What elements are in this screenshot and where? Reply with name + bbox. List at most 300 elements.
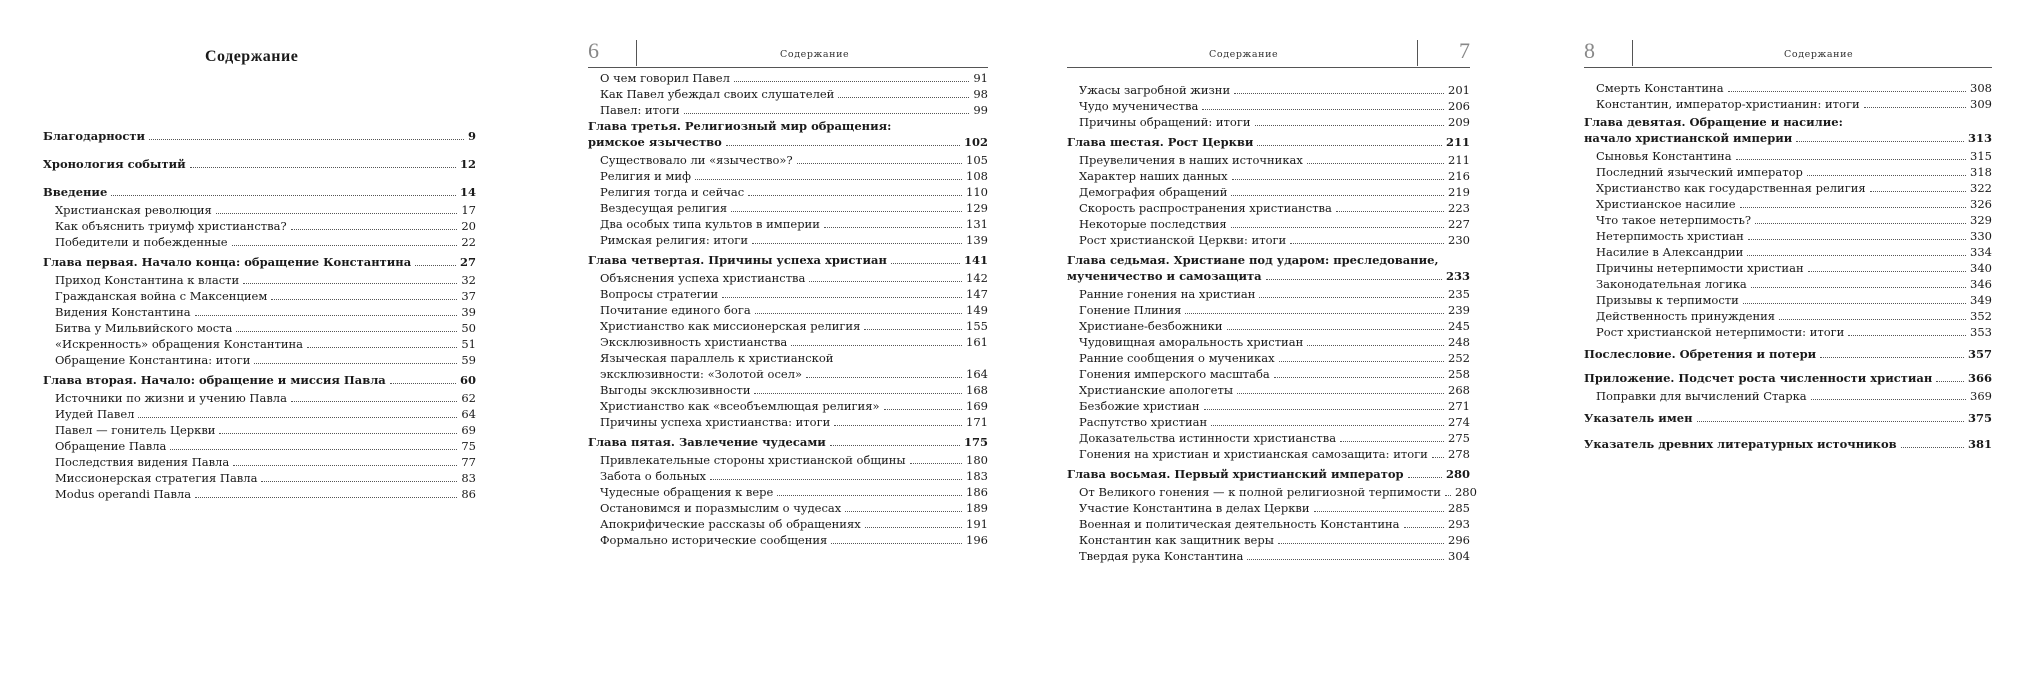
toc-section-entry xyxy=(588,168,988,184)
toc-section-entry xyxy=(1067,446,1470,462)
toc-page-number: 239 xyxy=(1448,303,1470,317)
toc-section-entry xyxy=(1067,430,1470,446)
toc-section-entry xyxy=(1067,98,1470,114)
dot-leader xyxy=(1811,399,1966,400)
dot-leader xyxy=(1278,543,1444,544)
dot-leader xyxy=(1211,425,1444,426)
toc-entry-title: Доказательства истинности христианства xyxy=(1079,431,1337,445)
toc-entry-title: Рост христианской Церкви: итоги xyxy=(1079,233,1287,247)
toc-chapter-entry xyxy=(1584,410,1992,426)
dot-leader xyxy=(1237,393,1444,394)
dot-leader xyxy=(1255,125,1445,126)
toc-entry-title: Эксклюзивность христианства xyxy=(600,335,788,349)
toc-section-entry xyxy=(588,302,988,318)
toc-entry-title: Чудо мученичества xyxy=(1079,99,1199,113)
dot-leader xyxy=(1185,313,1444,314)
dot-leader xyxy=(777,495,962,496)
toc-page-number: 223 xyxy=(1448,201,1470,215)
toc-entry-title: Вопросы стратегии xyxy=(600,287,719,301)
toc-entry-title-line: Языческая параллель к христианской xyxy=(600,351,834,365)
toc-page-number: 168 xyxy=(966,383,988,397)
toc-entry-title: римское язычество xyxy=(588,135,722,149)
toc-page-number: 77 xyxy=(461,455,476,469)
toc-section-entry xyxy=(43,470,476,486)
toc-entry-title: Константин как защитник веры xyxy=(1079,533,1274,547)
toc-page-number: 86 xyxy=(461,487,476,501)
toc-section-entry xyxy=(43,218,476,234)
toc-page-number: 248 xyxy=(1448,335,1470,349)
toc-page-number: 51 xyxy=(461,337,476,351)
toc-entry-title: Чудовищная аморальность христиан xyxy=(1079,335,1304,349)
toc-section-entry xyxy=(588,270,988,286)
dot-leader xyxy=(1743,303,1966,304)
dot-leader xyxy=(1274,377,1444,378)
toc-entry-title: Источники по жизни и учению Павла xyxy=(55,391,287,405)
dot-leader xyxy=(254,363,457,364)
toc-entry-title: Глава первая. Начало конца: обращение Константина xyxy=(43,255,412,269)
toc-section-entry xyxy=(1067,114,1470,130)
toc-section-entry xyxy=(1067,548,1470,564)
dot-leader xyxy=(1257,145,1442,146)
toc-title: Содержание xyxy=(205,48,299,65)
running-header-title: Содержание xyxy=(780,49,850,60)
toc-section-entry xyxy=(43,422,476,438)
dot-leader xyxy=(864,329,962,330)
toc-page-number: 139 xyxy=(966,233,988,247)
toc-page-number: 216 xyxy=(1448,169,1470,183)
toc-page-number: 369 xyxy=(1970,389,1992,403)
toc-page-number: 147 xyxy=(966,287,988,301)
toc-chapter-entry xyxy=(588,118,988,150)
toc-entry-title: Как объяснить триумф христианства? xyxy=(55,219,287,233)
toc-page-number: 315 xyxy=(1970,149,1992,163)
toc-page-number: 75 xyxy=(461,439,476,453)
toc-page-number: 318 xyxy=(1970,165,1992,179)
dot-leader xyxy=(1808,271,1966,272)
dot-leader xyxy=(824,227,962,228)
toc-entry-title: Распутство христиан xyxy=(1079,415,1208,429)
toc-page-number: 196 xyxy=(966,533,988,547)
toc-section-entry xyxy=(1067,82,1470,98)
toc-section-entry xyxy=(43,406,476,422)
toc-section-entry xyxy=(43,438,476,454)
toc-entry-title: Обращение Павла xyxy=(55,439,167,453)
toc-chapter-entry xyxy=(43,156,476,172)
dot-leader xyxy=(1751,287,1966,288)
running-header-title: Содержание xyxy=(1784,49,1854,60)
dot-leader xyxy=(1736,159,1967,160)
toc-page-number: 141 xyxy=(963,253,988,267)
toc-section-entry xyxy=(1067,500,1470,516)
toc-page-number: 37 xyxy=(461,289,476,303)
toc-section-entry xyxy=(43,304,476,320)
toc-section-entry xyxy=(588,500,988,516)
header-divider xyxy=(636,40,637,66)
toc-entry-title: Гонение Плиния xyxy=(1079,303,1182,317)
toc-page-number: 211 xyxy=(1448,153,1470,167)
dot-leader xyxy=(1232,179,1444,180)
toc-chapter-entry xyxy=(1584,346,1992,362)
toc-entry-title: Призывы к терпимости xyxy=(1596,293,1739,307)
toc-page-number: 346 xyxy=(1970,277,1992,291)
toc-page-number: 201 xyxy=(1448,83,1470,97)
toc-section-entry xyxy=(1584,180,1992,196)
toc-page-number: 285 xyxy=(1448,501,1470,515)
toc-section-entry xyxy=(1067,216,1470,232)
page-number: 7 xyxy=(1459,38,1470,63)
toc-page-number: 271 xyxy=(1448,399,1470,413)
dot-leader xyxy=(261,481,457,482)
dot-leader xyxy=(1747,255,1966,256)
running-header xyxy=(588,38,988,68)
header-rule xyxy=(588,67,988,68)
dot-leader xyxy=(219,433,457,434)
toc-entry-title-line: Глава седьмая. Христиане под ударом: преследование, xyxy=(1067,253,1439,267)
dot-leader xyxy=(754,393,962,394)
toc-entry-title: Законодательная логика xyxy=(1596,277,1747,291)
toc-chapter-entry xyxy=(588,434,988,450)
toc-entry-title: Ранние сообщения о мучениках xyxy=(1079,351,1275,365)
toc-page-number: 293 xyxy=(1448,517,1470,531)
dot-leader xyxy=(307,347,457,348)
toc-page-number: 108 xyxy=(966,169,988,183)
dot-leader xyxy=(1408,477,1442,478)
toc-section-entry xyxy=(1584,244,1992,260)
dot-leader xyxy=(830,445,960,446)
toc-page-number: 366 xyxy=(1967,371,1992,385)
toc-entry-title: Смерть Константина xyxy=(1596,81,1724,95)
toc-entry-title: Ранние гонения на христиан xyxy=(1079,287,1256,301)
toc-section-entry xyxy=(1584,292,1992,308)
toc-entry-title: Христианство как государственная религия xyxy=(1596,181,1866,195)
page-number: 6 xyxy=(588,38,599,63)
toc-page-number: 171 xyxy=(966,415,988,429)
toc-section-entry xyxy=(1067,232,1470,248)
running-header-title: Содержание xyxy=(1209,49,1279,60)
toc-entry-title: Христианская революция xyxy=(55,203,212,217)
toc-page-number: 280 xyxy=(1445,467,1470,481)
toc-entry-title: Вездесущая религия xyxy=(600,201,728,215)
toc-section-entry xyxy=(1067,184,1470,200)
toc-entry-title: Выгоды эксклюзивности xyxy=(600,383,751,397)
toc-page-number: 353 xyxy=(1970,325,1992,339)
toc-section-entry xyxy=(1584,308,1992,324)
toc-section-entry xyxy=(43,272,476,288)
toc-page-number: 296 xyxy=(1448,533,1470,547)
toc-chapter-entry xyxy=(1067,466,1470,482)
dot-leader xyxy=(1740,207,1966,208)
toc-page-number: 59 xyxy=(461,353,476,367)
toc-section-entry xyxy=(1067,484,1477,500)
toc-section-entry xyxy=(1067,350,1470,366)
toc-section-entry xyxy=(1067,318,1470,334)
toc-section-entry xyxy=(1584,148,1992,164)
toc-section-entry xyxy=(43,454,476,470)
dot-leader xyxy=(1202,109,1444,110)
toc-entry-title: Почитание единого бога xyxy=(600,303,751,317)
header-rule xyxy=(1067,67,1470,68)
toc-section-entry xyxy=(43,202,476,218)
toc-section-entry xyxy=(1067,398,1470,414)
toc-entry-title: Формально исторические сообщения xyxy=(600,533,828,547)
dot-leader xyxy=(755,313,962,314)
toc-section-entry xyxy=(43,320,476,336)
toc-chapter-entry xyxy=(1584,370,1992,386)
toc-entry-title: Римская религия: итоги xyxy=(600,233,748,247)
dot-leader xyxy=(149,139,464,140)
toc-section-entry xyxy=(588,484,988,500)
dot-leader xyxy=(190,167,456,168)
dot-leader xyxy=(834,425,962,426)
toc-entry-title: О чем говорил Павел xyxy=(600,71,730,85)
toc-section-entry xyxy=(1067,382,1470,398)
toc-entry-title: Твердая рука Константина xyxy=(1079,549,1244,563)
toc-entry-title: «Искренность» обращения Константина xyxy=(55,337,304,351)
toc-section-entry xyxy=(43,288,476,304)
dot-leader xyxy=(111,195,456,196)
toc-entry-title: эксклюзивности: «Золотой осел» xyxy=(600,367,803,381)
toc-entry-title: Последствия видения Павла xyxy=(55,455,230,469)
toc-page-number: 309 xyxy=(1970,97,1992,111)
toc-section-entry xyxy=(1584,228,1992,244)
toc-page-number: 50 xyxy=(461,321,476,335)
dot-leader xyxy=(1231,195,1444,196)
toc-page-number: 326 xyxy=(1970,197,1992,211)
toc-page-number: 230 xyxy=(1448,233,1470,247)
toc-entry-title: Демография обращений xyxy=(1079,185,1228,199)
toc-page-number: 330 xyxy=(1970,229,1992,243)
toc-entry-title: Приложение. Подсчет роста численности христиан xyxy=(1584,371,1933,385)
toc-section-entry xyxy=(1584,324,1992,340)
toc-entry-title: Религия тогда и сейчас xyxy=(600,185,745,199)
dot-leader xyxy=(806,377,962,378)
toc-entry-title: Глава восьмая. Первый христианский император xyxy=(1067,467,1404,481)
toc-section-entry xyxy=(1067,286,1470,302)
dot-leader xyxy=(1336,211,1444,212)
toc-entry-title: Христианское насилие xyxy=(1596,197,1736,211)
toc-entry-title: Военная и политическая деятельность Константина xyxy=(1079,517,1400,531)
toc-entry-title: Безбожие христиан xyxy=(1079,399,1200,413)
toc-entry-title: Христианские апологеты xyxy=(1079,383,1233,397)
toc-entry-title: Последний языческий император xyxy=(1596,165,1803,179)
toc-section-entry xyxy=(588,70,988,86)
toc-page-number: 180 xyxy=(966,453,988,467)
dot-leader xyxy=(891,263,960,264)
toc-page-number: 20 xyxy=(461,219,476,233)
toc-entry-title: Существовало ли «язычество»? xyxy=(600,153,793,167)
toc-page-number: 274 xyxy=(1448,415,1470,429)
dot-leader xyxy=(1307,345,1444,346)
dot-leader xyxy=(1204,409,1444,410)
toc-section-entry xyxy=(588,398,988,414)
toc-section-entry xyxy=(1584,276,1992,292)
toc-chapter-entry xyxy=(43,184,476,200)
dot-leader xyxy=(236,331,457,332)
toc-entry-title: Причины нетерпимости христиан xyxy=(1596,261,1804,275)
toc-page-number: 189 xyxy=(966,501,988,515)
toc-page-number: 131 xyxy=(966,217,988,231)
dot-leader xyxy=(748,195,962,196)
toc-page-number: 275 xyxy=(1448,431,1470,445)
toc-page-number: 14 xyxy=(459,185,476,199)
toc-section-entry xyxy=(588,350,988,382)
toc-entry-title: Гражданская война с Максенцием xyxy=(55,289,268,303)
toc-page-number: 27 xyxy=(459,255,476,269)
dot-leader xyxy=(232,245,458,246)
toc-entry-title: Некоторые последствия xyxy=(1079,217,1227,231)
toc-entry-title: Христианство как миссионерская религия xyxy=(600,319,861,333)
toc-entry-title: Павел — гонитель Церкви xyxy=(55,423,216,437)
toc-entry-title: Хронология событий xyxy=(43,157,186,171)
toc-section-entry xyxy=(588,102,988,118)
toc-entry-title: мученичество и самозащита xyxy=(1067,269,1262,283)
toc-entry-title: Видения Константина xyxy=(55,305,191,319)
toc-page-number: 245 xyxy=(1448,319,1470,333)
toc-page-number: 105 xyxy=(966,153,988,167)
dot-leader xyxy=(1290,243,1444,244)
toc-entry-title: Послесловие. Обретения и потери xyxy=(1584,347,1817,361)
dot-leader xyxy=(1279,361,1444,362)
toc-page-4 xyxy=(1584,0,1992,700)
toc-page-number: 211 xyxy=(1445,135,1470,149)
toc-page-number: 191 xyxy=(966,517,988,531)
toc-entry-title: Христиане-безбожники xyxy=(1079,319,1223,333)
dot-leader xyxy=(831,543,962,544)
toc-entry-title: Гонения на христиан и христианская самозащита: итоги xyxy=(1079,447,1428,461)
toc-entry-title: Иудей Павел xyxy=(55,407,135,421)
header-rule xyxy=(1584,67,1992,68)
toc-entry-title: Глава вторая. Начало: обращение и миссия Павла xyxy=(43,373,386,387)
toc-page-number: 304 xyxy=(1448,549,1470,563)
toc-entry-title: Два особых типа культов в империи xyxy=(600,217,820,231)
toc-page-number: 62 xyxy=(461,391,476,405)
toc-page-number: 22 xyxy=(461,235,476,249)
toc-section-entry xyxy=(588,468,988,484)
toc-entry-title: Победители и побежденные xyxy=(55,235,228,249)
toc-section-entry xyxy=(588,382,988,398)
toc-page-1 xyxy=(43,0,476,700)
toc-section-entry xyxy=(1067,168,1470,184)
dot-leader xyxy=(695,179,962,180)
toc-page-number: 161 xyxy=(966,335,988,349)
toc-chapter-entry xyxy=(1067,252,1470,284)
dot-leader xyxy=(865,527,962,528)
toc-entry-title: Глава пятая. Завлечение чудесами xyxy=(588,435,826,449)
dot-leader xyxy=(1796,141,1964,142)
toc-section-entry xyxy=(588,286,988,302)
toc-section-entry xyxy=(588,414,988,430)
dot-leader xyxy=(1807,175,1966,176)
dot-leader xyxy=(1820,357,1964,358)
dot-leader xyxy=(243,283,457,284)
dot-leader xyxy=(845,511,962,512)
dot-leader xyxy=(1864,107,1966,108)
dot-leader xyxy=(684,113,970,114)
toc-section-entry xyxy=(1067,200,1470,216)
dot-leader xyxy=(195,315,458,316)
toc-page-number: 381 xyxy=(1967,437,1992,451)
toc-section-entry xyxy=(588,200,988,216)
dot-leader xyxy=(1445,495,1451,496)
toc-section-entry xyxy=(1584,96,1992,112)
toc-entry-title: Ужасы загробной жизни xyxy=(1079,83,1231,97)
toc-page-number: 169 xyxy=(966,399,988,413)
toc-entry-title-line: Глава девятая. Обращение и насилие: xyxy=(1584,115,1843,129)
toc-entry-title: Глава шестая. Рост Церкви xyxy=(1067,135,1254,149)
toc-entry-title: Введение xyxy=(43,185,108,199)
toc-page-number: 39 xyxy=(461,305,476,319)
toc-page-number: 64 xyxy=(461,407,476,421)
header-divider xyxy=(1632,40,1633,66)
toc-entry-title: начало христианской империи xyxy=(1584,131,1793,145)
toc-page-2 xyxy=(588,0,988,700)
toc-page-number: 235 xyxy=(1448,287,1470,301)
dot-leader xyxy=(710,479,962,480)
dot-leader xyxy=(722,297,962,298)
toc-chapter-entry xyxy=(43,128,476,144)
toc-section-entry xyxy=(43,234,476,250)
toc-entry-title: Причины обращений: итоги xyxy=(1079,115,1251,129)
toc-entry-title: Апокрифические рассказы об обращениях xyxy=(600,517,861,531)
dot-leader xyxy=(415,265,456,266)
toc-section-entry xyxy=(588,334,988,350)
dot-leader xyxy=(1307,163,1444,164)
dot-leader xyxy=(1314,511,1444,512)
toc-section-entry xyxy=(1584,212,1992,228)
toc-section-entry xyxy=(1584,260,1992,276)
toc-section-entry xyxy=(1067,366,1470,382)
dot-leader xyxy=(291,229,458,230)
toc-entry-title: Миссионерская стратегия Павла xyxy=(55,471,258,485)
toc-chapter-entry xyxy=(43,372,476,388)
toc-page-number: 233 xyxy=(1445,269,1470,283)
dot-leader xyxy=(1779,319,1966,320)
toc-section-entry xyxy=(588,216,988,232)
toc-page-number: 99 xyxy=(973,103,988,117)
dot-leader xyxy=(138,417,457,418)
toc-entry-title: Битва у Мильвийского моста xyxy=(55,321,233,335)
toc-page-number: 280 xyxy=(1454,485,1477,499)
dot-leader xyxy=(271,299,457,300)
dot-leader xyxy=(195,497,457,498)
dot-leader xyxy=(791,345,962,346)
toc-entry-title: Религия и миф xyxy=(600,169,692,183)
dot-leader xyxy=(1234,93,1444,94)
toc-entry-title: Скорость распространения христианства xyxy=(1079,201,1332,215)
toc-chapter-entry xyxy=(43,254,476,270)
toc-chapter-entry xyxy=(1584,114,1992,146)
dot-leader xyxy=(1728,91,1966,92)
toc-section-entry xyxy=(1067,532,1470,548)
toc-page-number: 340 xyxy=(1970,261,1992,275)
toc-page-number: 227 xyxy=(1448,217,1470,231)
toc-entry-title: Чудесные обращения к вере xyxy=(600,485,774,499)
toc-page-number: 313 xyxy=(1967,131,1992,145)
dot-leader xyxy=(752,243,962,244)
dot-leader xyxy=(1901,447,1964,448)
toc-section-entry xyxy=(588,152,988,168)
toc-page-number: 155 xyxy=(966,319,988,333)
dot-leader xyxy=(216,213,458,214)
toc-page-number: 164 xyxy=(966,367,988,381)
toc-page-number: 375 xyxy=(1967,411,1992,425)
toc-section-entry xyxy=(1067,334,1470,350)
dot-leader xyxy=(1936,381,1964,382)
dot-leader xyxy=(797,163,962,164)
toc-page-number: 308 xyxy=(1970,81,1992,95)
toc-entry-title: Глава четвертая. Причины успеха христиан xyxy=(588,253,887,267)
toc-page-number: 219 xyxy=(1448,185,1470,199)
